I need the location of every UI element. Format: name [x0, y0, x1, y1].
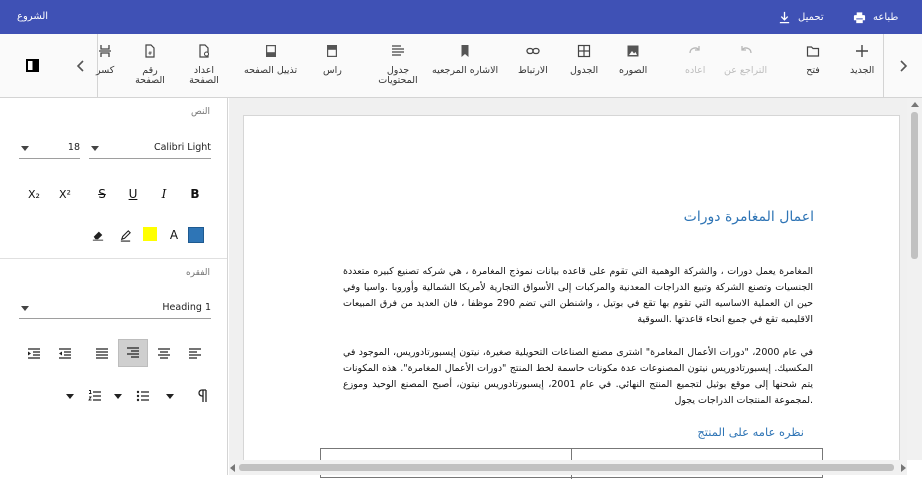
ribbon-new-label: الجديد — [850, 65, 875, 76]
ribbon-break-label: كسر — [96, 65, 115, 76]
align-center-icon — [157, 347, 171, 361]
page-number-icon — [143, 44, 157, 58]
ribbon-page-number-label: رقم الصفحة — [135, 65, 165, 86]
ribbon-new-button[interactable] — [850, 44, 874, 76]
undo-icon — [739, 44, 753, 58]
strikethrough-button[interactable]: S — [98, 187, 106, 201]
ribbon-link-button[interactable] — [518, 44, 548, 76]
properties-pane-toggle-icon[interactable] — [26, 59, 39, 72]
print-icon — [853, 11, 866, 24]
horizontal-scrollbar[interactable] — [229, 460, 907, 475]
ribbon-scroll-right-button[interactable] — [883, 34, 922, 97]
paragraph-style-dropdown[interactable] — [19, 297, 211, 319]
font-color-picker[interactable] — [188, 227, 204, 243]
increase-indent-icon — [27, 347, 41, 361]
align-left-icon — [188, 347, 202, 361]
folder-icon — [806, 44, 820, 58]
section-divider — [0, 258, 227, 259]
plus-icon — [855, 44, 869, 58]
document-heading[interactable]: اعمال المغامرة دورات — [683, 209, 814, 225]
align-right-icon — [126, 346, 140, 360]
bold-button[interactable]: B — [190, 187, 200, 201]
horizontal-scroll-thumb[interactable] — [239, 464, 894, 471]
ribbon-redo-label: اعاده — [685, 65, 706, 76]
scroll-right-arrow-icon[interactable] — [901, 464, 906, 472]
redo-icon — [688, 44, 702, 58]
ribbon-open-button[interactable] — [806, 44, 820, 76]
print-button[interactable] — [853, 0, 898, 34]
image-icon — [626, 44, 640, 58]
ribbon-open-label: فتح — [806, 65, 820, 76]
title-bar — [0, 0, 922, 34]
break-icon — [98, 44, 112, 58]
chevron-down-icon — [91, 146, 99, 151]
chevron-down-icon — [114, 394, 122, 399]
justify-icon — [95, 347, 109, 361]
italic-button[interactable]: I — [161, 187, 167, 201]
chevron-down-icon — [166, 394, 174, 399]
ribbon-header-button[interactable] — [323, 44, 342, 76]
download-label: تحميل — [798, 11, 824, 23]
print-label: طباعه — [873, 11, 899, 23]
align-center-button[interactable] — [149, 340, 179, 368]
highlight-button[interactable] — [110, 221, 140, 249]
start-label: الشروع — [17, 11, 49, 22]
ribbon-scroll-left-button[interactable] — [64, 34, 98, 97]
document-editor-area[interactable] — [229, 98, 907, 460]
toc-icon — [391, 44, 405, 58]
ribbon-footer-button[interactable] — [244, 44, 297, 76]
subscript-button[interactable]: X₂ — [28, 187, 40, 201]
ribbon-undo-button[interactable] — [724, 44, 767, 76]
footer-icon — [264, 44, 278, 58]
vertical-scrollbar[interactable] — [907, 98, 922, 460]
numbering-button[interactable] — [80, 382, 110, 410]
font-family-value: Calibri Light — [153, 142, 211, 153]
ribbon-bookmark-button[interactable] — [432, 44, 498, 76]
align-right-button[interactable] — [118, 339, 148, 367]
bullet-list-icon — [136, 389, 150, 403]
decrease-indent-icon — [58, 347, 72, 361]
bullets-dropdown-arrow[interactable] — [108, 382, 128, 410]
document-paragraph-1[interactable]: المغامرة يعمل دورات ، والشركة الوهمية التي تقوم على قاعده بيانات نموذج المغامرة ، هي شركه تصنيع كبيره متعددة الجنسيات وتصنع الشركة وتبيع الدراجات المعدنية والمركبات إلى الأسواق التجارية لأمريكا الشمالية وأوروبا .واسيا وفي حين ان العملية الاساسيه التي تقوم بها تقع في بوتيل ، واشنطن التي تضم 290 موظفا ، فان العديد من فرق المبيعات الاقليميه تقع في جميع انحاء قاعدتها .السوقية — [343, 266, 813, 325]
properties-pane — [0, 98, 228, 475]
ribbon-image-button[interactable] — [619, 44, 647, 76]
clear-format-button[interactable] — [83, 221, 113, 249]
paragraph-section-title: الفقره — [185, 268, 210, 278]
ribbon-undo-label: التراجع عن — [724, 65, 768, 76]
document-subheading[interactable]: نظره عامه على المنتج — [697, 425, 804, 439]
ribbon-header-label: راس — [323, 65, 342, 76]
highlighter-icon — [119, 229, 132, 242]
ribbon-break-button[interactable] — [96, 44, 114, 76]
font-size-dropdown[interactable] — [19, 137, 80, 159]
ribbon-toolbar — [0, 34, 922, 98]
bookmark-icon — [458, 44, 472, 58]
table-icon — [577, 44, 591, 58]
underline-button[interactable]: U — [128, 187, 138, 201]
text-section-title: النص — [191, 107, 210, 117]
increase-indent-button[interactable] — [19, 340, 49, 368]
download-icon — [778, 11, 791, 24]
svg-text:#: # — [148, 51, 153, 57]
paragraph-style-value: Heading 1 — [162, 302, 211, 313]
highlight-color-picker[interactable] — [143, 227, 157, 241]
ribbon-items — [98, 34, 883, 97]
ribbon-toc-button[interactable] — [378, 44, 418, 86]
pilcrow-icon — [196, 389, 210, 403]
ribbon-bookmark-label: الاشاره المرجعيه — [432, 65, 499, 76]
font-family-dropdown[interactable] — [89, 137, 211, 159]
ribbon-toc-label: جدول المحتويات — [378, 65, 418, 86]
scroll-up-arrow-icon[interactable] — [911, 102, 919, 107]
chevron-right-icon — [898, 60, 908, 72]
document-paragraph-2[interactable]: في عام 2000، "دورات الأعمال المغامرة" اشترى مصنع الصناعات التحويلية صغيرة، نيتون إيسبورتادوريس، الموجود في المكسيك. إيسبورتادوريس نيتون المصنوعات عدة مكونات حاسمة لخط المنتج "دورات الأعمال المغامرة". هذه المكونات يتم شحنها إلى موقع بوثيل لتجميع المنتج النهائي. في عام 2001، إيسبورتادوريس نيتون، أصبح المصنع الوحيد وموزع .لمجموعة المنتجات الدراجات يجول — [343, 347, 813, 406]
justify-button[interactable] — [87, 340, 117, 368]
ribbon-page-setup-button[interactable] — [184, 44, 224, 86]
font-color-icon: A — [169, 228, 179, 242]
vertical-scroll-thumb[interactable] — [911, 112, 918, 259]
ribbon-image-label: الصوره — [619, 65, 648, 76]
list-style-dropdown-arrow[interactable] — [60, 382, 80, 410]
ribbon-link-label: الارتباط — [518, 65, 548, 76]
numbered-list-icon — [88, 389, 102, 403]
show-hide-marks-button[interactable] — [188, 382, 218, 410]
chevron-down-icon — [21, 146, 29, 151]
ribbon-page-number-button[interactable] — [129, 44, 171, 86]
document-page[interactable] — [243, 115, 900, 475]
ribbon-page-setup-label: اعداد الصفحة — [189, 65, 219, 86]
chevron-down-icon — [66, 394, 74, 399]
bullets-button[interactable] — [128, 382, 158, 410]
ribbon-table-button[interactable] — [570, 44, 598, 76]
eraser-icon — [92, 229, 104, 241]
chevron-left-icon — [76, 60, 86, 72]
header-icon — [325, 44, 339, 58]
font-size-value: 18 — [67, 142, 80, 153]
ribbon-redo-button[interactable] — [685, 44, 705, 76]
link-icon — [526, 44, 540, 58]
download-button[interactable] — [778, 0, 824, 34]
chevron-down-icon — [21, 306, 29, 311]
ribbon-table-label: الجدول — [570, 65, 599, 76]
page-setup-icon — [197, 44, 211, 58]
decrease-indent-button[interactable] — [50, 340, 80, 368]
ribbon-footer-label: تذييل الصفحه — [244, 65, 298, 76]
scroll-left-arrow-icon[interactable] — [230, 464, 235, 472]
numbering-dropdown-arrow[interactable] — [160, 382, 180, 410]
align-left-button[interactable] — [180, 340, 210, 368]
superscript-button[interactable]: X² — [59, 187, 71, 201]
